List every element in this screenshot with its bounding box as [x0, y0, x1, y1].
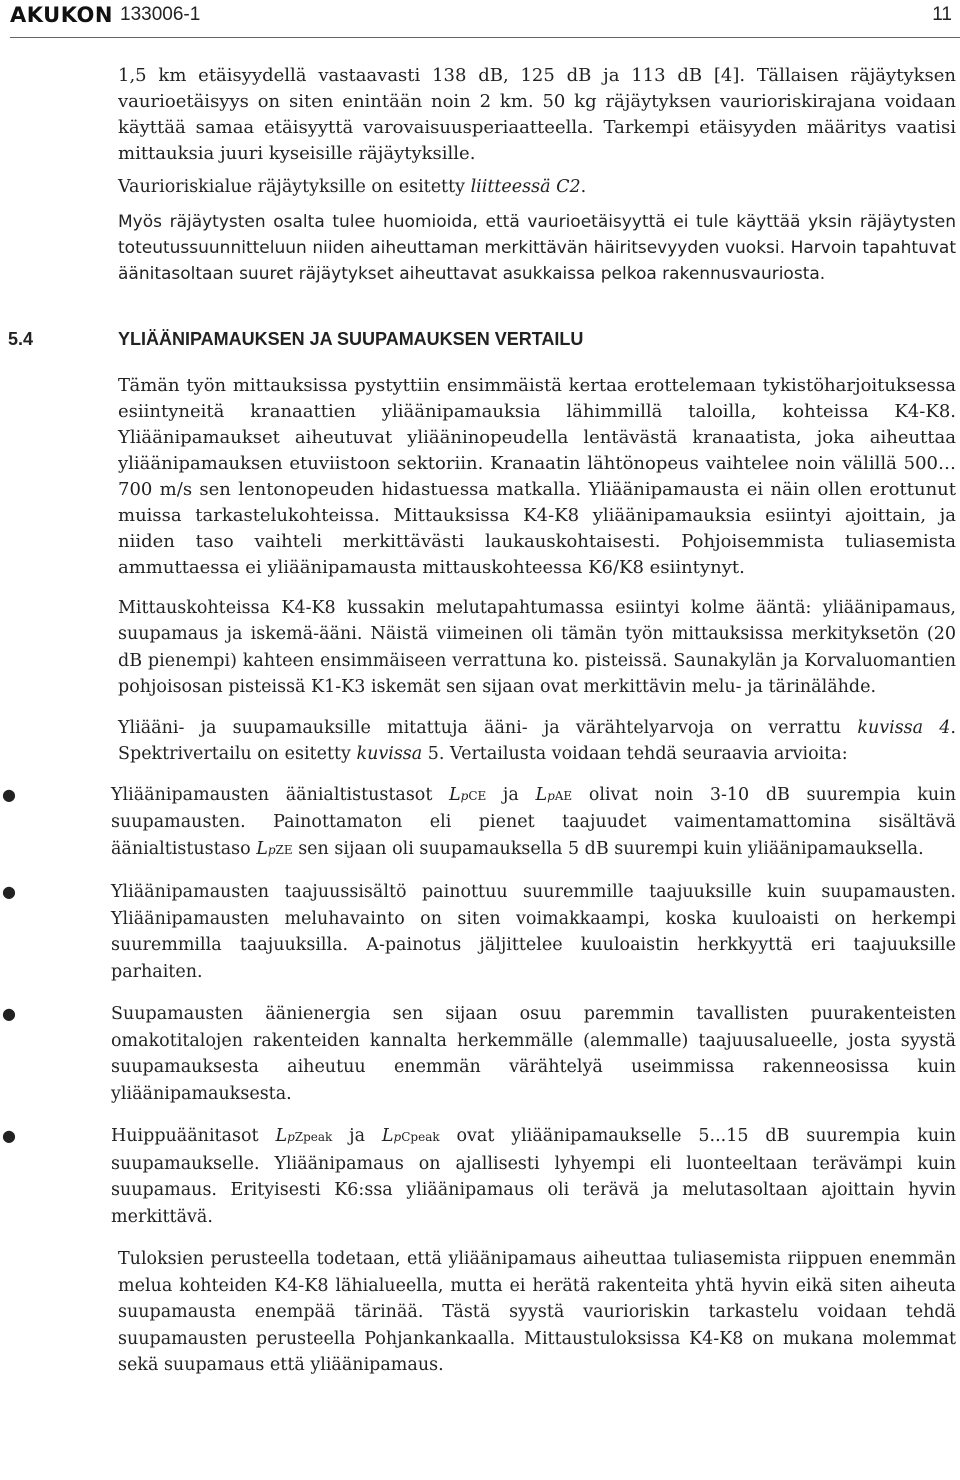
paragraph-vaurioriskialue — [118, 174, 956, 201]
figure-reference: kuvissa — [356, 744, 423, 764]
symbol-subscript: p — [287, 1130, 295, 1144]
header-rule — [10, 37, 960, 38]
paragraph-johtopaatos: Tuloksien perusteella todetaan, että yliäänipamaus aiheuttaa tuliasemista riippuen enemmän melua kohteiden K4-K8 lähialueella, mutta ei herätä rakenteita yhtä hyvin eikä siten aiheuta suupamausta enempää tärinää. Tästä syystä vaurioriskin tarkastelu voidaan tehdä suupamausten perusteella Pohjankankaalla. Mittaustuloksissa K4-K8 on mukana molemmat sekä suupamaus että yliäänipamaus. — [118, 1249, 956, 1375]
paragraph-vertailu — [118, 715, 956, 768]
text: Vaurioriskialue räjäytyksille on esitetty — [118, 177, 471, 197]
symbol-l: L — [381, 1126, 394, 1146]
text: ovat yliäänipamaukselle 5...15 dB suurempia kuin suupamaukselle. Yliäänipamaus on ajallisesti lyhyempi eli luonteeltaan terävämpi kuin suupamaus. Erityisesti K6:ssa yliäänipamaus oli terävä ja melutasoltaan ajoittain hyvin merkittävä. — [111, 1126, 956, 1227]
symbol-subscript: ZE — [275, 842, 293, 857]
section-number: 5.4 — [8, 328, 34, 349]
akukon-logo: AKUKON — [10, 3, 113, 27]
text: olivat noin 3-10 dB suurempia kuin suupamausten. Painottamaton eli pienet taajuudet vaimentamattomina sisältävä äänialtistustaso — [111, 784, 956, 859]
section-heading — [8, 327, 956, 351]
text: . — [580, 177, 587, 197]
text: ja — [332, 1126, 382, 1146]
paragraph-mittauskohteet: Mittauskohteissa K4-K8 kussakin melutapahtumassa esiintyi kolme ääntä: yliäänipamaus, suupamaus ja iskemä-ääni. Näistä viimeinen oli tämän työn mittauksissa merkityksetön (20 dB pienempi) kahteen ensimmäiseen verrattuna ko. pisteissä. Saunakylän ja Korvaluomantien pohjoisosan pisteissä K1-K3 iskemät sen sijaan ovat merkittävin melu- ja tärinälähde. — [118, 597, 956, 697]
symbol-l: L — [256, 838, 268, 859]
symbol-subscript: AE — [554, 788, 573, 803]
symbol-subscript: CE — [468, 788, 487, 803]
bullet-icon: ● — [2, 882, 16, 901]
text: ja — [486, 784, 536, 805]
list-item-text — [111, 1123, 956, 1230]
list-item-text: Suupamausten äänienergia sen sijaan osuu paremmin tavallisten puurakenteisten omakotitalojen rakenteiden kannalta herkemmälle (alemmalle) taajuusalueelle, josta syystä suupamauksesta aiheutuu enemmän värähtelyä useimmissa rakenneosissa kuin yliäänipamauksesta. — [111, 1004, 956, 1104]
symbol-l: L — [449, 784, 461, 805]
symbol-l: L — [535, 784, 548, 805]
section-title: YLIÄÄNIPAMAUKSEN JA SUUPAMAUKSEN VERTAILU — [118, 328, 584, 349]
list-item — [0, 879, 956, 985]
paragraph-yliaanipamaus: Tämän työn mittauksissa pystyttiin ensimmäistä kertaa erottelemaan tykistöharjoituksessa esiintyneitä kranaattien yliäänipamauksia lähimmillä taloilla, kohteissa K4-K8. Yliäänipamaukset aiheutuvat yliääninopeudella lentävästä kranaatista, joka aiheuttaa yliäänipamauksen etuviistoon sektoriin. Kranaatin lähtönopeus vaihtelee noin välillä 500…700 m/s sen lentonopeuden hidastuessa matkalla. Yliäänipamausta ei näin ollen erottunut muissa tarkastelukohteissa. Mittauksissa K4-K8 yliäänipamauksia esiintyi ajoittain, ja niiden taso vaihteli merkittävästi laukauskohtaisesti. Pohjoisemmista tuliasemista ammuttaessa ei yliäänipamausta mittauskohteessa K6/K8 esiintynyt. — [118, 374, 956, 578]
list-item — [0, 1001, 956, 1107]
text: Yliäänipamausten äänialtistustasot — [111, 784, 450, 805]
symbol-subscript: p — [393, 1130, 402, 1144]
bullet-icon: ● — [2, 1004, 16, 1023]
paragraph-vaurioetaisyys: 1,5 km etäisyydellä vastaavasti 138 dB, 125 dB ja 113 dB [4]. Tällaisen räjäytyksen vaurioetäisyys on siten enintään noin 2 km. 50 kg räjäytyksen vaurioriskirajana voidaan käyttää samaa etäisyyttä varovaisuusperiaatteella. Tarkempi etäisyyden määritys vaatisi mittauksia juuri kyseisille räjäytyksille. — [118, 65, 956, 164]
bullet-icon: ● — [2, 784, 16, 804]
text: 5. Vertailusta voidaan tehdä seuraavia arvioita: — [422, 744, 848, 764]
list-item — [0, 782, 956, 864]
text: sen sijaan oli suupamauksella 5 dB suurempi kuin yliäänipamauksella. — [292, 838, 924, 859]
symbol-subscript: p — [460, 788, 469, 803]
page-content — [2, 63, 956, 1379]
list-item-text — [111, 782, 956, 864]
symbol-l: L — [275, 1126, 288, 1146]
figure-reference: kuvissa 4 — [857, 717, 951, 738]
symbol-subscript: p — [267, 842, 276, 857]
text: Huippuäänitasot — [111, 1126, 276, 1146]
page-header — [0, 0, 960, 40]
appendix-reference: liitteessä C2 — [470, 177, 581, 197]
text: Yliääni- ja suupamauksille mitattuja ääni- ja värähtelyarvoja on verrattu — [118, 717, 858, 738]
text: . Spektrivertailu on esitetty — [118, 717, 956, 764]
symbol-subscript: Cpeak — [401, 1130, 440, 1144]
symbol-subscript: Zpeak — [294, 1130, 333, 1144]
paragraph-rajaytykset: Myös räjäytysten osalta tulee huomioida, että vaurioetäisyyttä ei tule käyttää yksin räjäytysten toteutussuunnitteluun niiden aiheuttaman merkittävän häiritsevyyden vuoksi. Harvoin tapahtuvat äänitasoltaan suuret räjäytykset aiheuttavat asukkaissa pelkoa rakennusvauriosta. — [118, 211, 956, 284]
symbol-subscript: p — [547, 788, 555, 803]
page-number: 11 — [932, 4, 952, 25]
list-item — [0, 1123, 956, 1230]
document-number: 133006-1 — [120, 4, 201, 25]
comparison-list — [2, 782, 956, 1231]
list-item-text: Yliäänipamausten taajuussisältö painottuu suuremmille taajuuksille kuin suupamausten. Yliäänipamausten meluhavainto on siten voimakkaampi, koska kuuloaisti on herkempi suuremmilla taajuuksilla. A-painotus jäljittelee kuuloaistin herkkyyttä eri taajuuksille parhaiten. — [111, 882, 956, 982]
bullet-icon: ● — [2, 1126, 16, 1145]
